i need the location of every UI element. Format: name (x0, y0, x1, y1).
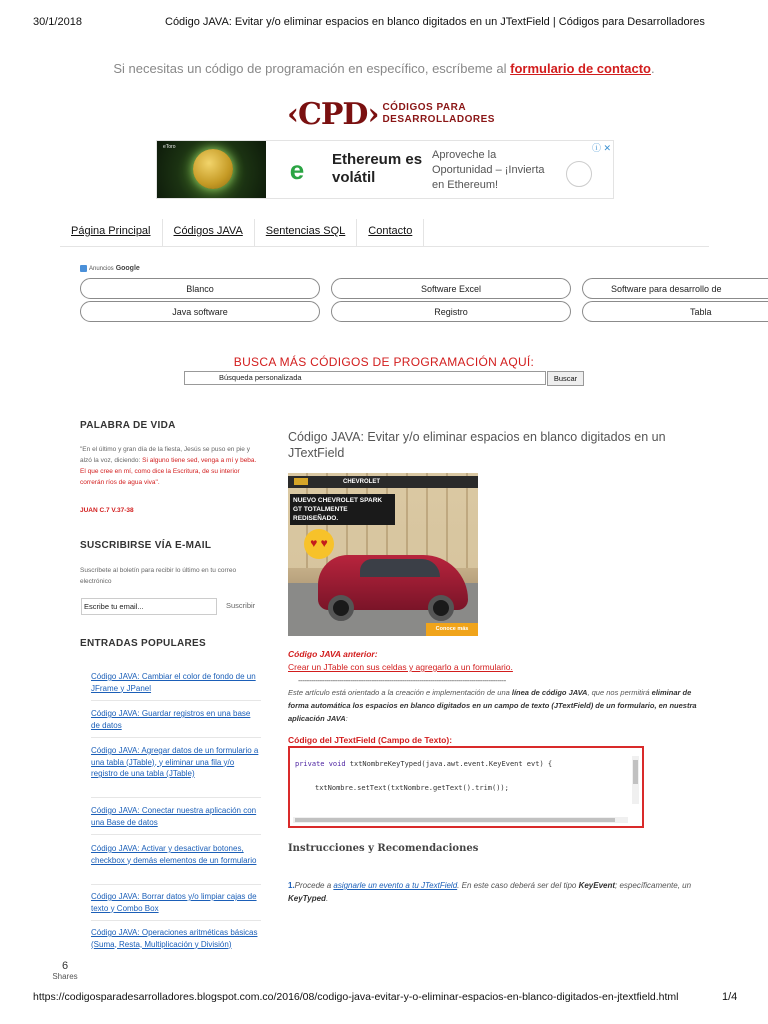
intro-a: Este artículo está orientado a la creación e implementación de una (288, 688, 512, 697)
intro-b: línea de código JAVA (511, 688, 588, 697)
divider (91, 797, 261, 798)
ad-info-close-icon[interactable]: ⓘ ✕ (591, 143, 611, 153)
step-d: ; específicamente, un (615, 881, 692, 890)
divider (91, 884, 261, 885)
print-date: 30/1/2018 (33, 16, 82, 28)
ads-by-google[interactable] (80, 265, 140, 272)
code-block[interactable] (288, 746, 644, 828)
car-wheel (328, 595, 354, 621)
subscribe-heading: SUSCRIBIRSE VÍA E-MAIL (80, 540, 212, 551)
ad-image (157, 141, 266, 198)
chevrolet-bar: CHEVROLET (288, 476, 478, 488)
step-f: . (325, 894, 329, 903)
horizontal-scrollbar[interactable] (293, 817, 628, 823)
palabra-text-red2: El que cree en mí, como dice la Escritura, de su interior correrán ríos de agua viva". (80, 468, 240, 486)
nav-home[interactable]: Página Principal (60, 219, 163, 246)
search-button[interactable]: Buscar (547, 371, 584, 386)
top-banner-ad[interactable] (156, 140, 614, 199)
palabra-text-a: "En el último y gran día de la fiesta, Jesús se puso en pie y alzó la voz, diciendo: (80, 446, 250, 464)
scrollbar-thumb[interactable] (295, 818, 615, 822)
ad-headline: Ethereum es volátil (332, 151, 423, 186)
car-wheel (428, 595, 454, 621)
email-input[interactable]: Escribe tu email... (81, 598, 217, 615)
print-page-title: Código JAVA: Evitar y/o eliminar espacios en blanco digitados en un JTextField | Códigos para Desarrolladores (165, 16, 705, 28)
notice-text: Si necesitas un código de programación en específico, escríbeme al (113, 61, 511, 76)
dash-separator: ------------------------------------------------------------------------------------------------ (298, 676, 506, 685)
step-number: 1. (288, 881, 295, 890)
ad-description: Aproveche la Oportunidad – ¡Invierta en Ethereum! (432, 149, 545, 191)
logo-mark: ‹CPD› (287, 96, 379, 132)
previous-post-link[interactable]: Crear un JTable con sus celdas y agregarlo a un formulario. (288, 662, 513, 672)
logo-line2: DESARROLLADORES (382, 114, 495, 125)
scrollbar-thumb[interactable] (633, 760, 638, 784)
ad-link-tabla[interactable]: Tabla (582, 301, 768, 322)
code-line-2: txtNombre.setText(txtNombre.getText().trim()); (315, 784, 509, 792)
code-line-1-rest: txtNombreKeyTyped(java.awt.event.KeyEvent evt) { (345, 760, 553, 768)
ad-caption: NUEVO CHEVROLET SPARK GT TOTALMENTE REDISEÑADO. (290, 494, 395, 525)
chevrolet-bowtie-icon (294, 478, 308, 485)
ad-brand: eToro (163, 144, 176, 150)
palabra-text-red: Si alguno tiene sed, venga a mí y beba. (142, 457, 257, 464)
car-window (360, 559, 440, 577)
contact-form-link[interactable]: formulario de contacto (510, 61, 651, 76)
palabra-text (80, 444, 258, 488)
popular-post-link[interactable]: Código JAVA: Guardar registros en una base de datos (91, 709, 251, 730)
heart-eyes-emoji-icon: ♥ ♥ (304, 529, 334, 559)
popular-post-link[interactable]: Código JAVA: Conectar nuestra aplicación con una Base de datos (91, 806, 257, 827)
subscribe-text: Suscríbete al boletín para recibir lo último en tu correo electrónico (80, 567, 237, 585)
adchoices-icon (80, 265, 87, 272)
vertical-scrollbar[interactable] (632, 756, 639, 804)
ad-link-registro[interactable]: Registro (331, 301, 571, 322)
previous-label: Código JAVA anterior: (288, 649, 378, 659)
step-e: KeyTyped (288, 894, 326, 903)
code-line-1 (295, 760, 552, 768)
divider (91, 834, 261, 835)
logo-words (382, 102, 495, 126)
ethereum-logo-icon: e (282, 156, 312, 186)
intro-e: : (345, 714, 348, 723)
share-count: 6 (61, 960, 69, 972)
print-page-number: 1/4 (722, 991, 738, 1003)
divider (91, 737, 261, 738)
logo-line1: CÓDIGOS PARA (382, 102, 467, 113)
main-nav (60, 219, 709, 247)
nav-sql[interactable]: Sentencias SQL (255, 219, 358, 246)
popular-post-link[interactable]: Código JAVA: Cambiar el color de fondo de un JFrame y JPanel (91, 672, 256, 693)
subscribe-button[interactable]: Suscribir (226, 601, 256, 610)
contact-notice (0, 61, 768, 76)
ad-link-blanco[interactable]: Blanco (80, 278, 320, 299)
popular-post-link[interactable]: Código JAVA: Agregar datos de un formulario a una tabla (JTable), y eliminar una fila y/o registro de una tabla (JTable) (91, 746, 259, 778)
print-url: https://codigosparadesarrolladores.blogspot.com.co/2016/08/codigo-java-evitar-y-o-eliminar-espacios-en-blanco-digitados-en-jtextfield.html (33, 991, 679, 1003)
code-keyword: private void (295, 760, 346, 768)
intro-c: , que nos permitirá (587, 688, 652, 697)
chevrolet-ad[interactable] (288, 473, 478, 636)
palabra-reference: JUAN C.7 V.37-38 (80, 507, 134, 514)
share-label: Shares (52, 972, 78, 981)
step-c: KeyEvent (578, 881, 616, 890)
google-label: Google (115, 265, 140, 272)
search-title: BUSCA MÁS CÓDIGOS DE PROGRAMACIÓN AQUÍ: (233, 355, 535, 369)
palabra-heading: PALABRA DE VIDA (80, 420, 176, 431)
ethereum-coin-image (193, 149, 233, 189)
ad-link-software-excel[interactable]: Software Excel (331, 278, 571, 299)
intro-d: eliminar de forma automática los espacios en blanco digitados en un campo de texto (JTextField) de un formulario, en nuestra aplicación JAVA (288, 688, 697, 723)
popular-post-clip (91, 927, 261, 958)
post-title: Código JAVA: Evitar y/o eliminar espacios en blanco digitados en un JTextField (288, 430, 666, 460)
code-label: Código del JTextField (Campo de Texto): (288, 735, 453, 745)
nav-contact[interactable]: Contacto (357, 219, 424, 246)
ad-open-button[interactable] (566, 161, 592, 187)
popular-heading: ENTRADAS POPULARES (80, 638, 206, 649)
popular-post-link[interactable]: Código JAVA: Borrar datos y/o limpiar cajas de texto y Combo Box (91, 892, 257, 913)
share-counter[interactable] (52, 960, 78, 981)
ad-link-java-software[interactable]: Java software (80, 301, 320, 322)
site-logo[interactable] (287, 94, 495, 134)
instructions-heading: Instrucciones y Recomendaciones (288, 843, 479, 854)
assign-event-link[interactable]: asignarle un evento a tu JTextField (333, 881, 458, 890)
popular-post-link[interactable]: Código JAVA: Operaciones aritméticas básicas (Suma, Resta, Multiplicación y División) (91, 928, 258, 949)
ads-label: Anuncios (89, 265, 114, 272)
step-a: Procede a (294, 881, 334, 890)
step-1 (288, 879, 708, 905)
notice-end: . (650, 61, 655, 76)
search-input[interactable]: Búsqueda personalizada (184, 371, 546, 385)
post-intro (288, 686, 708, 725)
popular-post-link[interactable]: Código JAVA: Activar y desactivar botones, checkbox y demás elementos de un formulario (91, 844, 257, 865)
ad-cta-button[interactable]: Conoce más (426, 623, 478, 636)
step-b: . En este caso deberá ser del tipo (457, 881, 579, 890)
nav-java-codes[interactable]: Códigos JAVA (163, 219, 255, 246)
ad-link-software-desarrollo[interactable]: Software para desarrollo de (582, 278, 768, 299)
divider (91, 920, 261, 921)
divider (91, 700, 261, 701)
